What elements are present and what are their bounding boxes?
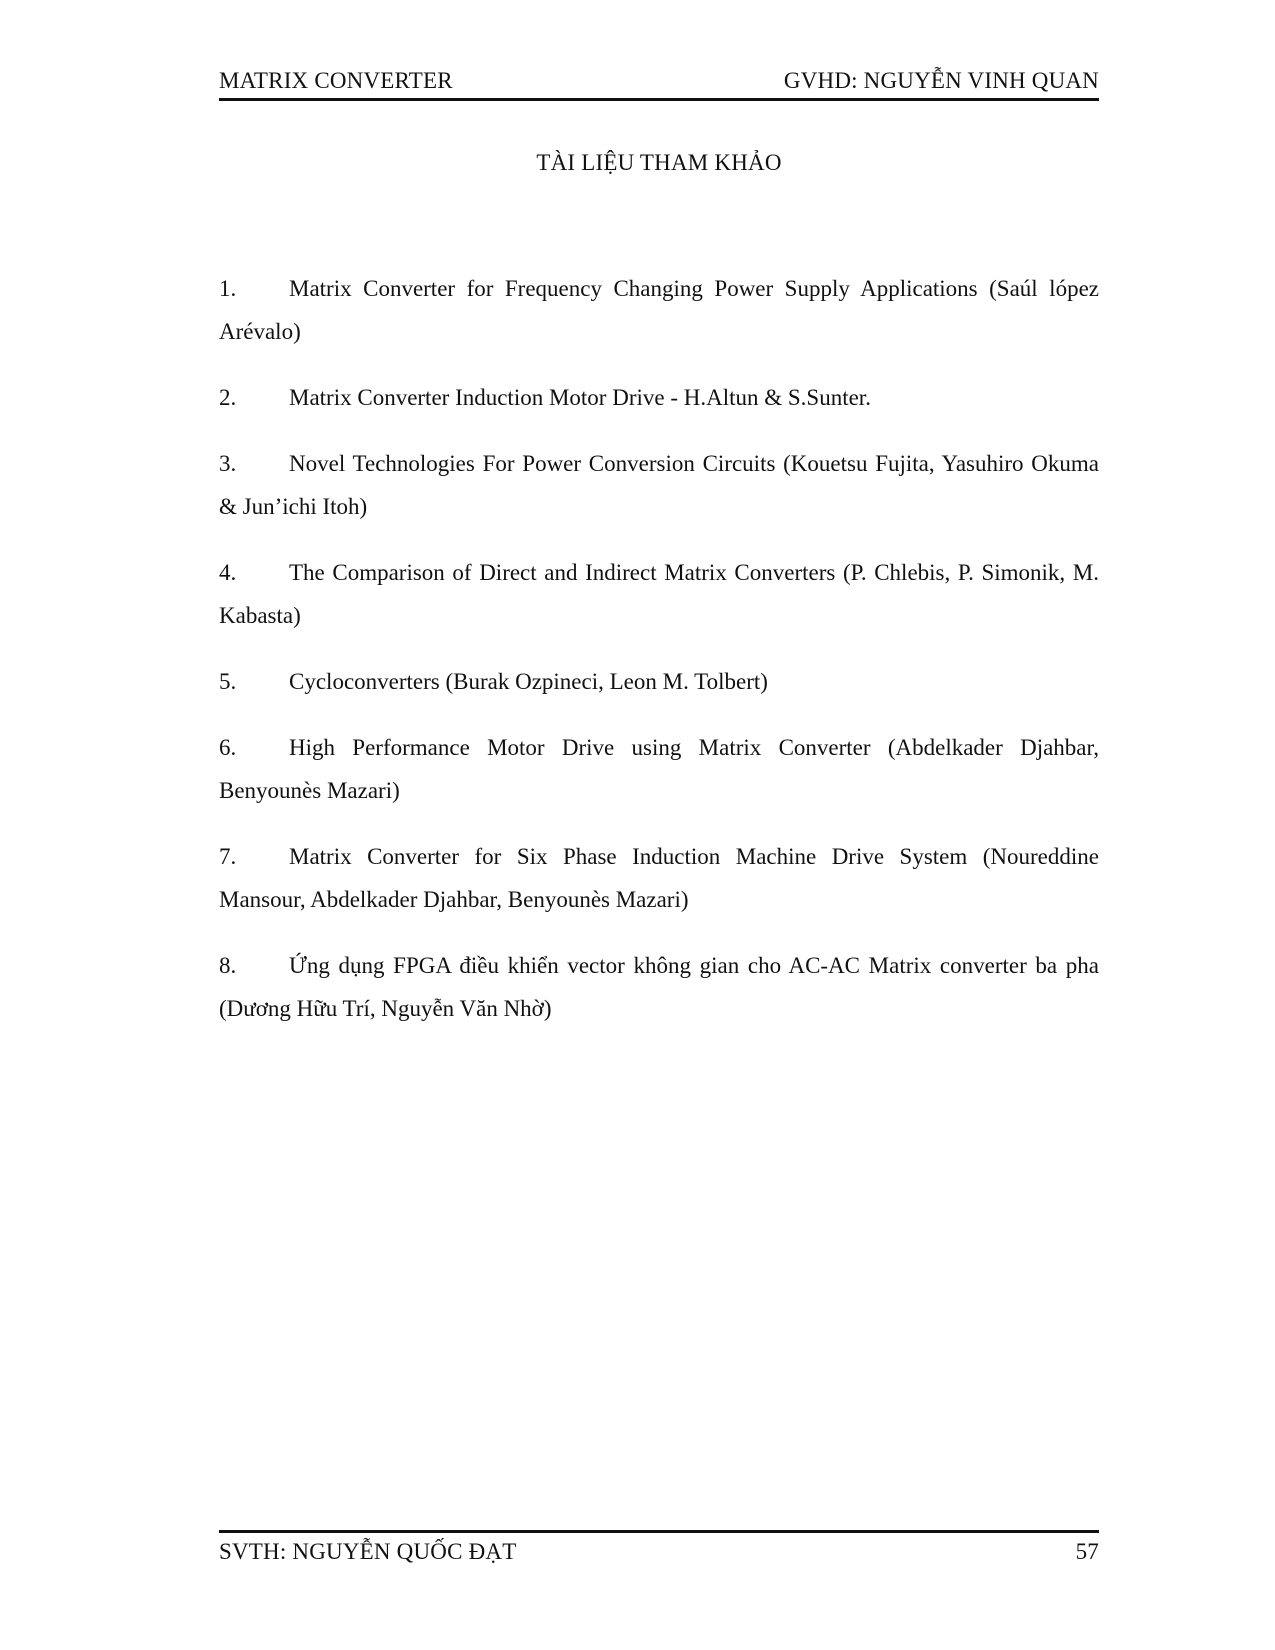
page-number: 57	[1075, 1539, 1099, 1564]
reference-item	[219, 376, 1099, 419]
page-title: TÀI LIỆU THAM KHẢO	[536, 150, 782, 175]
reference-number: 8.	[219, 953, 237, 978]
reference-text: High Performance Motor Drive using Matrix Converter (Abdelkader Djahbar, Benyounès Mazari)	[219, 735, 1099, 803]
reference-text: Cycloconverters (Burak Ozpineci, Leon M. Tolbert)	[289, 669, 768, 694]
reference-item	[219, 442, 1099, 528]
reference-number: 6.	[219, 735, 237, 760]
reference-number: 3.	[219, 451, 237, 476]
reference-text: Matrix Converter Induction Motor Drive - H.Altun & S.Sunter.	[289, 385, 871, 410]
reference-number: 5.	[219, 669, 237, 694]
reference-number: 4.	[219, 560, 237, 585]
reference-text: Novel Technologies For Power Conversion Circuits (Kouetsu Fujita, Yasuhiro Okuma & Jun’ichi Itoh)	[219, 451, 1099, 519]
reference-item	[219, 835, 1099, 921]
reference-number: 2.	[219, 385, 237, 410]
reference-item	[219, 726, 1099, 812]
footer-student: SVTH: NGUYỄN QUỐC ĐẠT	[219, 1539, 517, 1564]
page-footer	[219, 1530, 1099, 1573]
page-header	[219, 62, 1099, 101]
reference-item	[219, 267, 1099, 353]
header-supervisor: GVHD: NGUYỄN VINH QUAN	[783, 68, 1099, 93]
reference-list	[219, 267, 1099, 1053]
reference-text: Ứng dụng FPGA điều khiển vector không gian cho AC-AC Matrix converter ba pha (Dương Hữu Trí, Nguyễn Văn Nhờ)	[219, 953, 1099, 1021]
reference-number: 7.	[219, 844, 237, 869]
reference-number: 1.	[219, 276, 237, 301]
reference-item	[219, 944, 1099, 1030]
reference-item	[219, 551, 1099, 637]
reference-text: The Comparison of Direct and Indirect Matrix Converters (P. Chlebis, P. Simonik, M. Kabasta)	[219, 560, 1099, 628]
reference-item	[219, 660, 1099, 703]
header-document-title: MATRIX CONVERTER	[219, 68, 453, 93]
reference-text: Matrix Converter for Six Phase Induction Machine Drive System (Noureddine Mansour, Abdelkader Djahbar, Benyounès Mazari)	[219, 844, 1099, 912]
reference-text: Matrix Converter for Frequency Changing Power Supply Applications (Saúl lópez Arévalo)	[219, 276, 1099, 344]
